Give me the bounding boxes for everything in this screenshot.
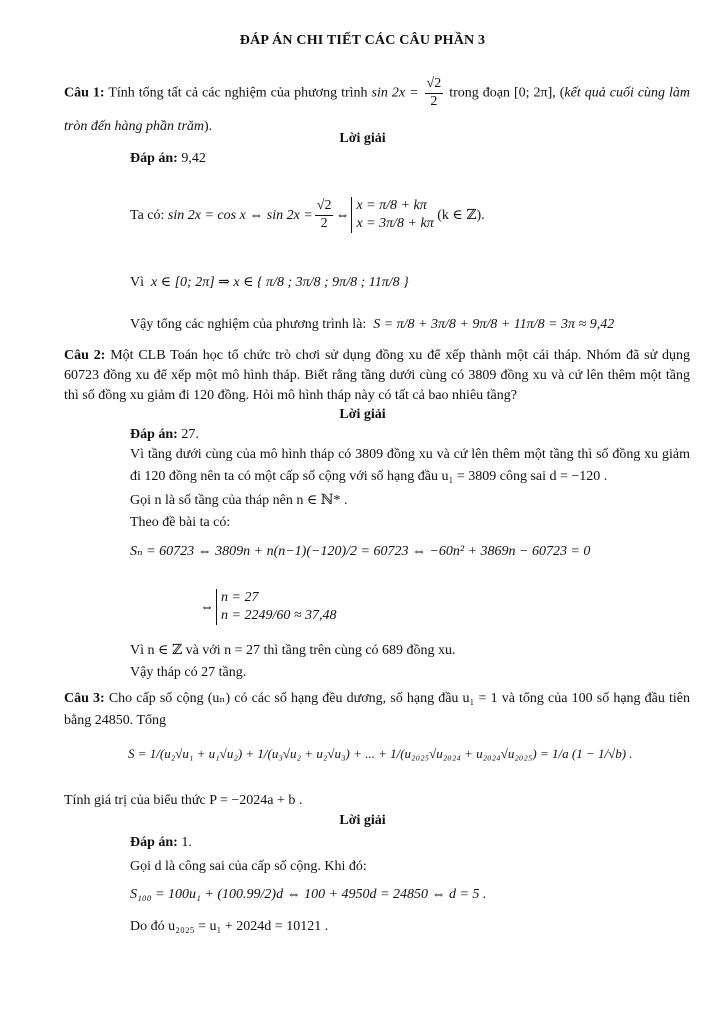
q1-eq-frac: $\frac{√2}{2}$ xyxy=(426,76,442,109)
q2-cases xyxy=(216,589,337,625)
q2-eq1: Sₙ = 60723 ⇔ 3809n + n(n−1)(−120)/2 = 60723 ⇔ −60n² + 3869n − 60723 = 0 xyxy=(130,544,591,559)
q3-sum-eq: S = 1/(u₂√u₁ + u₁√u₂) + 1/(u₃√u₂ + u₂√u₃) + ... + 1/(u₂₀₂₅√u₂₀₂₄ + u₂₀₂₄√u₂₀₂₅) = 1/a (1 − 1/√b) . xyxy=(128,746,633,761)
q2-line5: Vậy tháp có 27 tầng. xyxy=(130,665,247,680)
q1-case1: x = π/8 + kπ xyxy=(356,197,427,213)
q2-line4: Vì n ∈ ℤ và với n = 27 thì tầng trên cùng có 689 đồng xu. xyxy=(130,643,456,658)
page-title: ĐÁP ÁN CHI TIẾT CÁC CÂU PHẦN 3 xyxy=(239,33,486,48)
q3-statement xyxy=(64,688,690,732)
q1-step3-eq: S = π/8 + 3π/8 + 9π/8 + 11π/8 = 3π ≈ 9,42 xyxy=(373,317,615,332)
q1-text-c: ). xyxy=(204,118,213,134)
q1-step2-eq: x ∈ [0; 2π] ⇒ x ∈ { π/8 ; 3π/8 ; 9π/8 ; 11π/8 } xyxy=(151,275,409,290)
q3-answer-label: Đáp án: xyxy=(130,835,178,850)
q2-case2: n = 2249/60 ≈ 37,48 xyxy=(221,608,337,623)
q3-eq1: S₁₀₀ = 100u₁ + (100.99/2)d ⇔ 100 + 4950d = 24850 ⇔ d = 5 . xyxy=(130,887,487,902)
q2-cases-block xyxy=(200,574,337,640)
q1-step1-frac: $\frac{√2}{2}$ xyxy=(316,197,332,231)
q1-cases xyxy=(351,197,433,233)
q2-line2: Gọi n là số tầng của tháp nên n ∈ ℕ* . xyxy=(130,493,348,508)
q1-step3-prefix: Vậy tổng các nghiệm của phương trình là: xyxy=(130,317,367,332)
q2-label: Câu 2: xyxy=(64,348,106,363)
q1-step2-prefix: Vì xyxy=(130,275,144,290)
q2-case1: n = 27 xyxy=(221,589,259,605)
q2-text: Một CLB Toán học tổ chức trò chơi sử dụng đồng xu để xếp thành một cái tháp. Nhóm đã sử dụng 60723 đồng xu để xếp một mô hình tháp. Biết rằng tầng dưới cùng có 3809 đồng xu và cứ lên thêm một tầng thì số đồng xu giảm đi 120 đồng. Hỏi mô hình tháp này có tất cả bao nhiêu tầng? xyxy=(64,348,691,403)
q2-iff-symbol: ⇔ xyxy=(200,599,214,615)
q1-note: kết quả cuối cùng làm tròn đến hàng phần trăm xyxy=(64,85,691,134)
q1-text-b: trong đoạn [0; 2π], ( xyxy=(449,85,565,101)
q1-label: Câu 1: xyxy=(64,85,105,101)
q1-eq-lhs: sin 2x = xyxy=(371,85,419,101)
q2-answer-label: Đáp án: xyxy=(130,427,178,442)
q2-line1: Vì tầng dưới cùng của mô hình tháp có 3809 đồng xu và cứ lên thêm một tầng thì số đồng xu giảm đi 120 đồng nên ta có một cấp số cộng với số hạng đầu u₁ = 3809 công sai d = −120 . xyxy=(130,447,690,484)
q1-step1 xyxy=(130,180,485,250)
q3-answer xyxy=(130,832,192,853)
q1-step1-prefix: Ta có: xyxy=(130,207,165,223)
q2-line3: Theo đề bài ta có: xyxy=(130,515,231,530)
q3-ask: Tính giá trị của biểu thức P = −2024a + b . xyxy=(64,793,303,808)
q3-label: Câu 3: xyxy=(64,691,105,706)
q3-line1: Gọi d là công sai của cấp số cộng. Khi đó: xyxy=(130,859,367,874)
q2-statement xyxy=(64,346,690,406)
q2-answer-value: 27. xyxy=(181,427,199,442)
q1-step2 xyxy=(130,272,409,293)
q2-answer xyxy=(130,424,199,445)
q3-solution-heading: Lời giải xyxy=(339,813,386,828)
q3-line2: Do đó u₂₀₂₅ = u₁ + 2024d = 10121 . xyxy=(130,919,329,934)
q3-text: Cho cấp số cộng (uₙ) có các số hạng đều dương, số hạng đầu u₁ = 1 và tổng của 100 số hạng đầu tiên bằng 24850. Tổng xyxy=(64,691,690,728)
q1-step1-eq: sin 2x = cos x ⇔ sin 2x = xyxy=(167,207,313,223)
q1-step3 xyxy=(130,314,614,335)
q3-answer-value: 1. xyxy=(181,835,192,850)
q1-answer-label: Đáp án: xyxy=(130,151,178,166)
q1-answer-value: 9,42 xyxy=(181,151,206,166)
q1-step1-iff: ⇔ xyxy=(335,207,350,223)
q2-solution-heading: Lời giải xyxy=(339,407,386,422)
q1-solution-heading: Lời giải xyxy=(339,131,386,146)
q1-case2: x = 3π/8 + kπ xyxy=(356,216,434,231)
q1-answer xyxy=(130,148,206,169)
q1-cond: (k ∈ ℤ). xyxy=(437,207,485,223)
q1-text-a: Tính tổng tất cả các nghiệm của phương trình xyxy=(108,85,368,101)
